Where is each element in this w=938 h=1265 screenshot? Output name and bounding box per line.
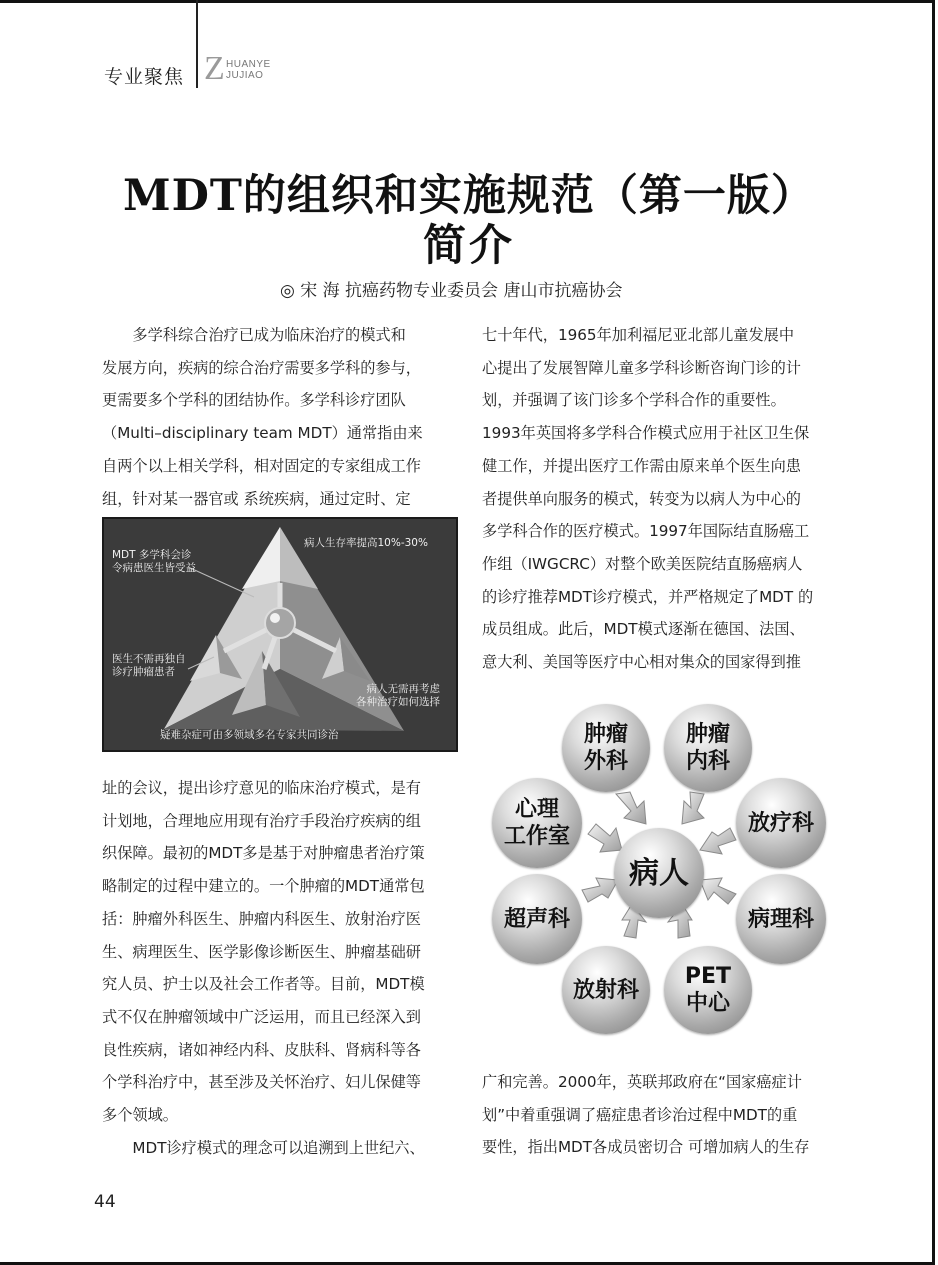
arrow-icon (616, 792, 646, 824)
pyramid-label-benefit: MDT 多学科会诊 令病患医生皆受益 (112, 549, 196, 574)
text-line: 址的会议，提出诊疗意见的临床治疗模式，是有 (102, 779, 421, 797)
header-divider (196, 0, 198, 88)
page-number: 44 (94, 1192, 116, 1212)
arrow-icon (582, 878, 618, 902)
text-line: 略制定的过程中建立的。一个肿瘤的MDT通常包 (102, 877, 425, 896)
right-column-bottom (482, 1066, 842, 1164)
section-label: 专业聚焦 (104, 66, 185, 88)
text-line: 织保障。最初的MDT多是基于对肿瘤患者治疗策 (102, 844, 425, 863)
text-line: 式不仅在肿瘤领域中广泛运用，而且已经深入到 (102, 1007, 421, 1026)
brand-line-2: JUJIAO (226, 70, 264, 81)
left-column-bottom (102, 772, 462, 1164)
diagram-node-surgical-oncology: 肿瘤 外科 (562, 704, 650, 792)
text-line: 括：肿瘤外科医生、肿瘤内科医生、放射治疗医 (102, 909, 421, 928)
text-line: 划”中着重强调了癌症患者诊治过程中MDT的重 (482, 1105, 798, 1124)
diagram-node-pathology: 病理科 (736, 874, 826, 964)
mdt-benefits-pyramid-figure (102, 517, 458, 752)
text-line: 心提出了发展智障儿童多学科诊断咨询门诊的计 (482, 358, 801, 377)
pyramid-label-patients: 病人无需再考虑 各种治疗如何选择 (356, 683, 440, 708)
text-line: （Multi–disciplinary team MDT）通常指由来 (102, 424, 423, 443)
pyramid-label-survival: 病人生存率提高10%-30% (304, 537, 428, 549)
diagram-node-radiology: 放射科 (562, 946, 650, 1034)
text-line: 计划地，合理地应用现有治疗手段治疗疾病的组 (102, 811, 421, 830)
pyramid-label-doctors: 医生不需再独自 诊疗肿瘤患者 (112, 653, 186, 678)
arrow-icon (700, 828, 736, 854)
text-line: 多个领域。 (102, 1106, 178, 1125)
text-line: 个学科治疗中，甚至涉及关怀治疗、妇儿保健等 (102, 1073, 421, 1092)
text-line: 良性疾病，诸如神经内科、皮肤科、肾病科等各 (102, 1040, 421, 1059)
mdt-department-diagram (484, 698, 838, 1038)
arrow-icon (588, 824, 622, 852)
diagram-node-medical-oncology: 肿瘤 内科 (664, 704, 752, 792)
arrow-icon (700, 878, 736, 904)
article-title-line-1: MDT的组织和实施规范（第一版） (123, 171, 815, 221)
text-line: 作组（IWGCRC）对整个欧美医院结直肠癌病人 (482, 554, 803, 573)
text-line: 1993年英国将多学科合作模式应用于社区卫生保 (482, 424, 810, 443)
brand-letter: Z (204, 50, 225, 87)
text-line: 发展方向，疾病的综合治疗需要多学科的参与， (102, 358, 421, 377)
diagram-node-psychology: 心理 工作室 (492, 778, 582, 868)
text-line: 成员组成。此后，MDT模式逐渐在德国、法国、 (482, 620, 805, 639)
text-line: 划，并强调了该门诊多个学科合作的重要性。 (482, 391, 786, 410)
diagram-node-pet-center: PET 中心 (664, 946, 752, 1034)
text-line: 七十年代，1965年加利福尼亚北部儿童发展中 (482, 326, 795, 344)
text-line: 生、病理医生、医学影像诊断医生、肿瘤基础研 (102, 942, 421, 961)
text-line: 多学科合作的医疗模式。1997年国际结直肠癌工 (482, 522, 810, 541)
diagram-center-patient: 病人 (614, 828, 704, 918)
text-line: MDT诊疗模式的理念可以追溯到上世纪六、 (132, 1138, 425, 1157)
text-line: 多学科综合治疗已成为临床治疗的模式和 (132, 326, 406, 344)
text-line: 的诊疗推荐MDT诊疗模式，并严格规定了MDT 的 (482, 587, 814, 606)
brand-line-1: HUANYE (226, 59, 271, 70)
pyramid-label-experts: 疑难杂症可由多领域多名专家共同诊治 (160, 729, 339, 741)
text-line: 广和完善。2000年，英联邦政府在“国家癌症计 (482, 1073, 802, 1091)
article-title-line-2: 简介 (423, 221, 515, 271)
text-line: 究人员、护士以及社会工作者等。目前，MDT模 (102, 975, 425, 994)
text-line: 健工作，并提出医疗工作需由原来单个医生向患 (482, 456, 801, 475)
text-line: 者提供单向服务的模式，转变为以病人为中心的 (482, 489, 801, 508)
diagram-node-radiotherapy: 放疗科 (736, 778, 826, 868)
diagram-node-ultrasound: 超声科 (492, 874, 582, 964)
text-line: 更需要多个学科的团结协作。多学科诊疗团队 (102, 391, 406, 410)
left-column-top (102, 319, 462, 515)
text-line: 要性，指出MDT各成员密切合 可增加病人的生存 (482, 1138, 810, 1157)
arrow-icon (682, 792, 704, 824)
text-line: 意大利、美国等医疗中心相对集众的国家得到推 (482, 653, 801, 672)
text-line: 组，针对某一器官或 系统疾病，通过定时、定 (102, 489, 411, 508)
text-line: 自两个以上相关学科，相对固定的专家组成工作 (102, 456, 421, 475)
right-column-top (482, 319, 842, 679)
author-line: ◎ 宋 海 抗癌药物专业委员会 唐山市抗癌协会 (280, 281, 623, 301)
section-brand-logo (204, 50, 294, 88)
